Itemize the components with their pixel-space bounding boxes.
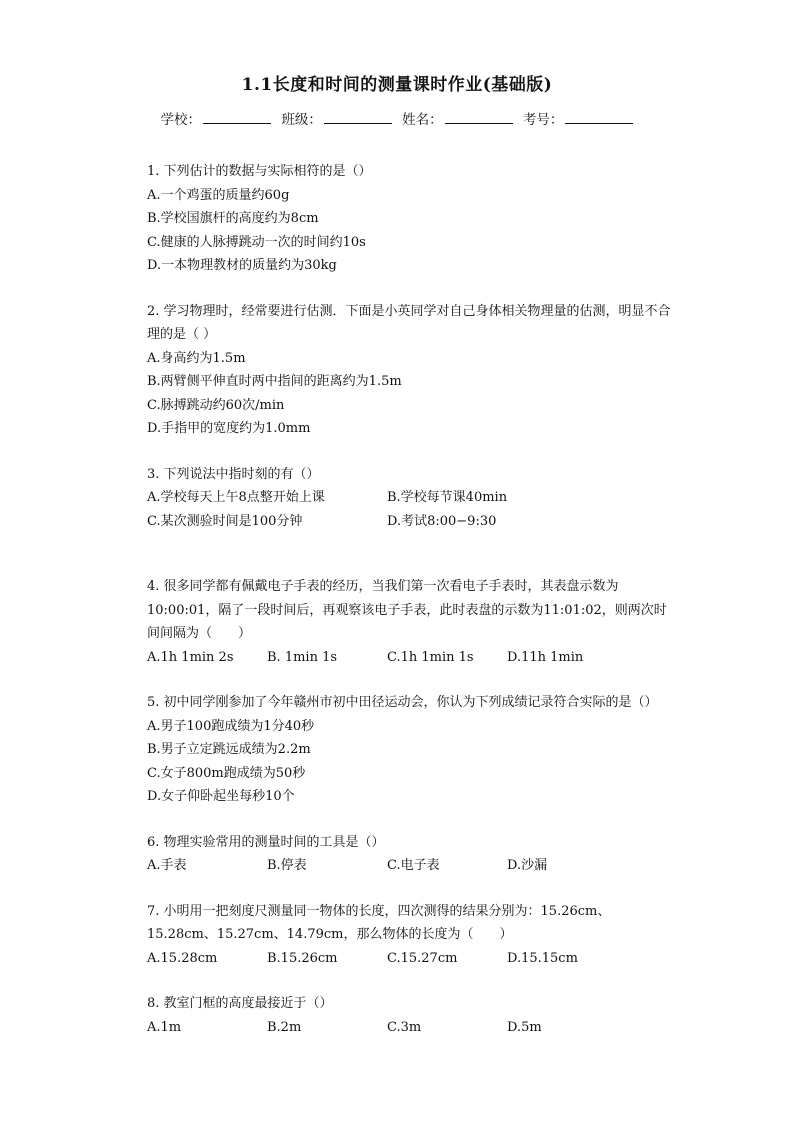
exam-number-blank[interactable]	[565, 109, 633, 124]
name-label: 姓名：	[402, 112, 443, 128]
option-a[interactable]: A.学校每天上午8点整开始上课	[147, 490, 325, 505]
question-stem: 5. 初中同学刚参加了今年赣州市初中田径运动会，你认为下列成绩记录符合实际的是（）	[147, 695, 658, 710]
option-d[interactable]: D.一本物理教材的质量约为30kg	[147, 258, 337, 273]
option-list	[147, 347, 675, 441]
option-d[interactable]: D.5m	[507, 1019, 542, 1035]
option-c[interactable]: C.15.27cm	[387, 950, 458, 966]
option-d[interactable]: D.手指甲的宽度约为1.0mm	[147, 421, 311, 436]
option-b[interactable]: B. 1min 1s	[267, 649, 338, 665]
option-a[interactable]: A.手表	[147, 858, 187, 873]
question-1	[147, 160, 675, 278]
option-grid	[147, 486, 675, 533]
option-b[interactable]: B.2m	[267, 1019, 302, 1035]
exam-number-field	[523, 108, 634, 128]
class-field	[281, 108, 392, 128]
question-stem: 1. 下列估计的数据与实际相符的是（）	[147, 164, 372, 179]
option-c[interactable]: C.电子表	[387, 858, 440, 873]
option-c[interactable]: C.健康的人脉搏跳动一次的时间约10s	[147, 234, 366, 250]
option-c[interactable]: C.3m	[387, 1019, 422, 1035]
option-d[interactable]: D.沙漏	[507, 858, 548, 873]
option-a[interactable]: A.一个鸡蛋的质量约60g	[147, 187, 290, 203]
option-list	[147, 184, 675, 278]
option-d[interactable]: D.女子仰卧起坐每秒10个	[147, 789, 295, 804]
question-2	[147, 300, 675, 441]
question-4	[147, 575, 675, 669]
option-b[interactable]: B.停表	[267, 858, 307, 873]
class-label: 班级：	[281, 112, 322, 128]
question-stem: 4. 很多同学都有佩戴电子手表的经历，当我们第一次看电子手表时，其表盘示数为10:00:01，隔了一段时间后，再观察该电子手表，此时表盘的示数为11:01:02，则两次时间间隔为（ ）	[147, 579, 667, 641]
school-label: 学校：	[160, 112, 202, 128]
option-c[interactable]: C.脉搏跳动约60次/min	[147, 397, 285, 413]
page-title: 1.1长度和时间的测量课时作业(基础版)	[241, 75, 553, 95]
student-info-row	[0, 108, 794, 128]
question-6	[147, 831, 675, 878]
option-a[interactable]: A.1h 1min 2s	[147, 649, 234, 665]
question-5	[147, 691, 675, 809]
option-b[interactable]: B.学校每节课40min	[387, 490, 508, 505]
option-b[interactable]: B.男子立定跳远成绩为2.2m	[147, 742, 311, 757]
option-grid	[147, 1016, 675, 1040]
option-grid	[147, 646, 675, 670]
question-stem: 8. 教室门框的高度最接近于（）	[147, 996, 333, 1011]
option-b[interactable]: B.学校国旗杆的高度约为8cm	[147, 211, 319, 226]
question-stem: 7. 小明用一把刻度尺测量同一物体的长度，四次测得的结果分别为：15.26cm、15.28cm、15.27cm、14.79cm，那么物体的长度为（ ）	[147, 903, 611, 942]
option-a[interactable]: A.男子100跑成绩为1分40秒	[147, 718, 315, 734]
class-blank[interactable]	[324, 109, 392, 124]
option-a[interactable]: A.身高约为1.5m	[147, 350, 246, 366]
question-stem: 3. 下列说法中指时刻的有（）	[147, 466, 320, 482]
question-stem: 2. 学习物理时，经常要进行估测．下面是小英同学对自己身体相关物理量的估测，明显不合理的是（ ）	[147, 303, 671, 342]
option-d[interactable]: D.11h 1min	[507, 649, 584, 665]
question-3	[147, 463, 675, 534]
option-list	[147, 715, 675, 809]
option-c[interactable]: C.女子800m跑成绩为50秒	[147, 765, 306, 781]
option-b[interactable]: B.两臂侧平伸直时两中指间的距离约为1.5m	[147, 374, 402, 389]
school-blank[interactable]	[203, 109, 271, 124]
option-c[interactable]: C.某次测验时间是100分钟	[147, 513, 303, 529]
question-7	[147, 900, 675, 971]
option-c[interactable]: C.1h 1min 1s	[387, 649, 474, 665]
question-list	[147, 160, 675, 1039]
name-field	[402, 108, 513, 128]
option-d[interactable]: D.考试8:00−9:30	[387, 513, 497, 529]
option-grid	[147, 947, 675, 971]
exam-number-label: 考号：	[522, 112, 564, 128]
name-blank[interactable]	[445, 109, 513, 124]
school-field	[161, 108, 272, 128]
option-a[interactable]: A.15.28cm	[147, 950, 218, 966]
option-d[interactable]: D.15.15cm	[507, 950, 578, 966]
option-a[interactable]: A.1m	[147, 1019, 182, 1035]
option-grid	[147, 854, 675, 878]
question-8	[147, 992, 675, 1039]
question-stem: 6. 物理实验常用的测量时间的工具是（）	[147, 834, 385, 850]
option-b[interactable]: B.15.26cm	[267, 950, 338, 966]
